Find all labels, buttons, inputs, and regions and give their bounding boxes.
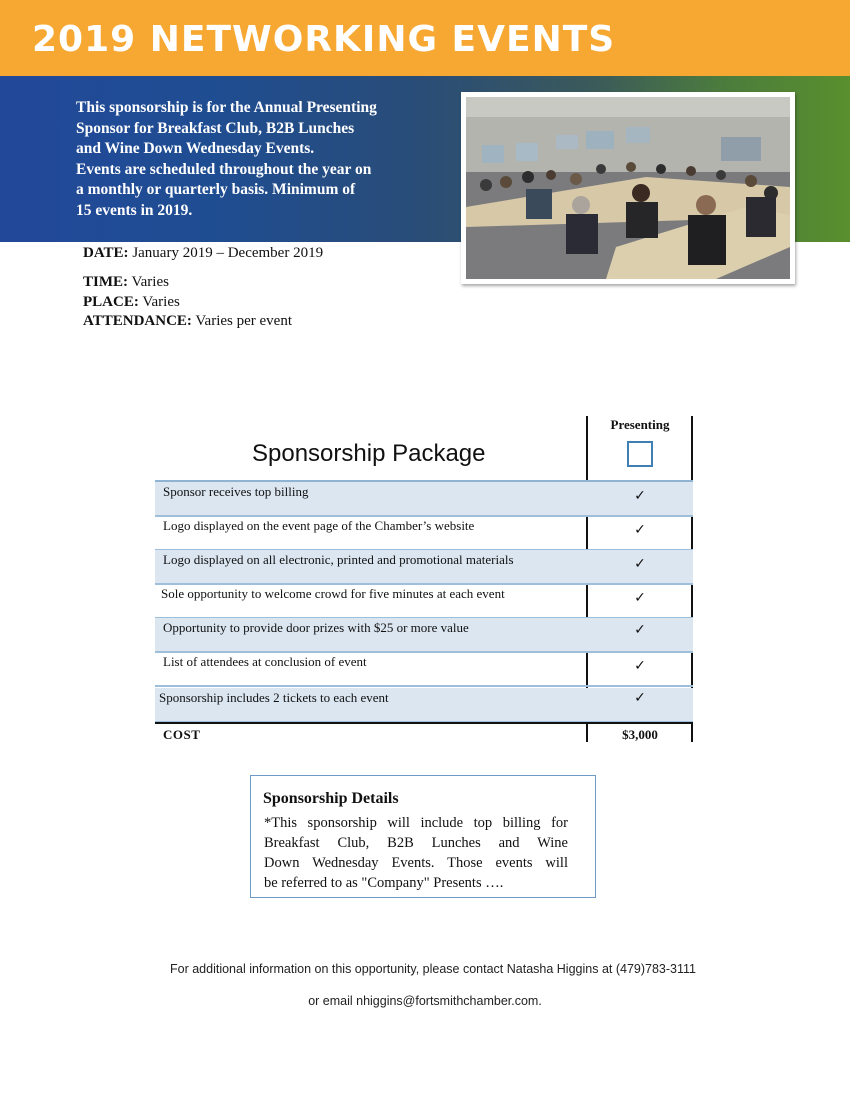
event-date bbox=[83, 244, 323, 263]
date-value: January 2019 – December 2019 bbox=[132, 245, 324, 261]
check-mark-icon: ✓ bbox=[634, 590, 646, 606]
banner-line: 15 events in 2019. bbox=[76, 201, 193, 219]
page-title: 2019 NETWORKING EVENTS bbox=[32, 19, 616, 60]
package-row-label: Sponsorship includes 2 tickets to each event bbox=[159, 690, 389, 705]
place-value: Varies bbox=[142, 294, 180, 310]
package-row-label: List of attendees at conclusion of event bbox=[163, 654, 367, 669]
banner-line: Sponsor for Breakfast Club, B2B Lunches bbox=[76, 119, 355, 137]
sponsorship-details-body bbox=[264, 813, 568, 893]
details-line: Breakfast Club, B2B Lunches and Wine bbox=[264, 835, 568, 851]
details-line: *This sponsorship will include top billing for bbox=[264, 815, 568, 831]
attendance-label: ATTENDANCE: bbox=[83, 313, 192, 329]
package-row bbox=[155, 550, 693, 585]
place-label: PLACE: bbox=[83, 294, 139, 310]
check-mark-icon: ✓ bbox=[634, 488, 646, 504]
date-label: DATE: bbox=[83, 245, 129, 261]
footer-contact: For additional information on this opportunity, please contact Natasha Higgins at (479)783-3111 bbox=[169, 962, 696, 976]
package-row-label: Logo displayed on all electronic, printed and promotional materials bbox=[163, 552, 514, 567]
presenting-checkbox[interactable] bbox=[627, 441, 653, 467]
cost-label: COST bbox=[163, 727, 201, 742]
package-row bbox=[155, 482, 693, 517]
banner-line: and Wine Down Wednesday Events. bbox=[76, 140, 315, 157]
event-time bbox=[83, 273, 169, 292]
sponsorship-details-title: Sponsorship Details bbox=[263, 790, 399, 807]
presenting-column-header: Presenting bbox=[610, 417, 670, 432]
details-line: Down Wednesday Events. Those events will bbox=[264, 855, 568, 871]
check-mark-icon: ✓ bbox=[634, 556, 646, 572]
package-row-label: Sole opportunity to welcome crowd for five minutes at each event bbox=[161, 586, 505, 601]
check-mark-icon: ✓ bbox=[634, 658, 646, 674]
package-row-label: Logo displayed on the event page of the Chamber’s website bbox=[163, 518, 475, 533]
event-attendance bbox=[83, 312, 292, 331]
banner-line: This sponsorship is for the Annual Presenting bbox=[76, 99, 377, 116]
attendance-value: Varies per event bbox=[195, 313, 293, 329]
package-row bbox=[155, 584, 693, 619]
banner-line: Events are scheduled throughout the year on bbox=[76, 160, 372, 178]
package-row bbox=[155, 652, 693, 687]
banner-line: a monthly or quarterly basis. Minimum of bbox=[76, 181, 356, 198]
check-mark-icon: ✓ bbox=[634, 622, 646, 638]
check-mark-icon: ✓ bbox=[634, 690, 646, 706]
banner-description bbox=[76, 98, 426, 221]
package-row-label: Opportunity to provide door prizes with $25 or more value bbox=[163, 620, 469, 635]
time-label: TIME: bbox=[83, 274, 128, 290]
event-photo bbox=[466, 97, 790, 279]
event-photo-frame bbox=[461, 92, 795, 284]
package-row bbox=[155, 618, 693, 653]
package-row bbox=[155, 688, 693, 723]
time-value: Varies bbox=[131, 274, 169, 290]
event-place bbox=[83, 293, 180, 312]
footer-email: or email nhiggins@fortsmithchamber.com. bbox=[308, 994, 542, 1008]
sponsorship-package-title: Sponsorship Package bbox=[252, 440, 486, 467]
check-mark-icon: ✓ bbox=[634, 522, 646, 538]
package-row bbox=[155, 516, 693, 551]
package-row-label: Sponsor receives top billing bbox=[163, 484, 309, 499]
cost-rule bbox=[155, 722, 693, 724]
details-line: be referred to as "Company" Presents …. bbox=[264, 875, 504, 891]
cost-value: $3,000 bbox=[622, 727, 658, 742]
